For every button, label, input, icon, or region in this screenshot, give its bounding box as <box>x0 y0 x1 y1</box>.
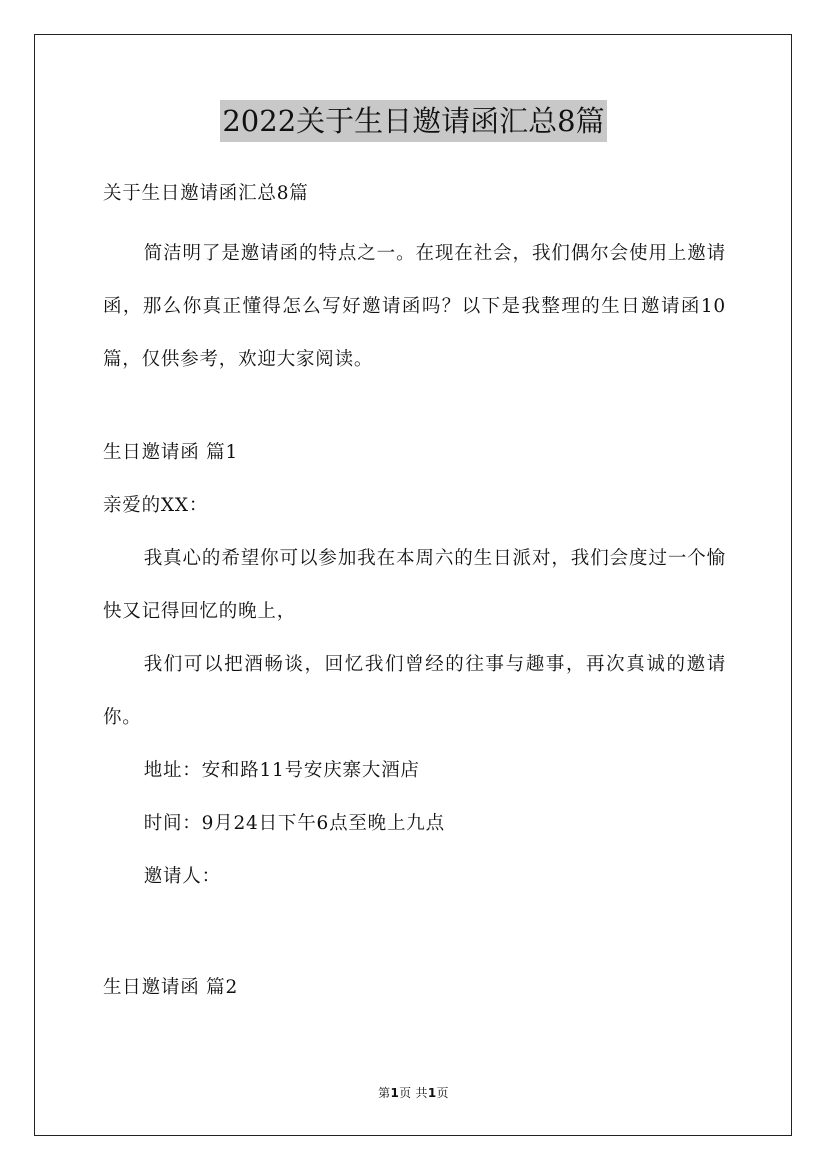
footer-page-number: 1 <box>390 1086 400 1100</box>
footer-total-pages: 1 <box>427 1086 437 1100</box>
page-footer <box>0 1084 827 1101</box>
section-heading-1: 生日邀请函 篇1 <box>103 442 239 463</box>
time-line: 时间：9月24日下午6点至晚上九点 <box>143 813 445 834</box>
footer-middle: 页 共 <box>399 1086 428 1100</box>
document-title: 2022关于生日邀请函汇总8篇 <box>220 100 606 142</box>
intro-paragraph: 简洁明了是邀请函的特点之一。在现在社会，我们偶尔会使用上邀请函，那么你真正懂得怎么写好邀请函吗？以下是我整理的生日邀请函10篇，仅供参考，欢迎大家阅读。 <box>103 243 726 370</box>
section1-paragraph-1: 我真心的希望你可以参加我在本周六的生日派对，我们会度过一个愉快又记得回忆的晚上， <box>103 548 726 622</box>
section-heading-2: 生日邀请函 篇2 <box>103 977 239 998</box>
inviter-line: 邀请人： <box>143 866 221 887</box>
document-subtitle: 关于生日邀请函汇总8篇 <box>103 183 309 204</box>
section1-paragraph-2: 我们可以把酒畅谈，回忆我们曾经的往事与趣事，再次真诚的邀请你。 <box>103 654 726 728</box>
address-line: 地址：安和路11号安庆寨大酒店 <box>143 760 420 781</box>
document-body <box>103 174 726 1014</box>
footer-suffix: 页 <box>436 1086 449 1100</box>
title-wrap <box>0 100 827 142</box>
greeting: 亲爱的XX： <box>103 495 209 516</box>
footer-prefix: 第 <box>378 1086 391 1100</box>
spacer <box>103 903 726 961</box>
spacer <box>103 386 726 426</box>
